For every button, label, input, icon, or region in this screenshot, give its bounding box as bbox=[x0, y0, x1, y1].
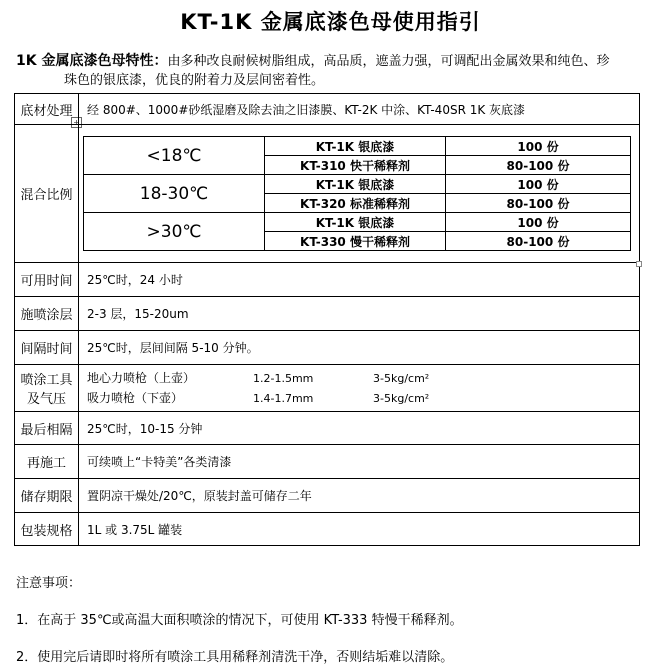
value-pot-life: 25℃时，24 小时 bbox=[79, 263, 640, 297]
mix-temp: 18-30℃ bbox=[84, 175, 265, 213]
value-final: 25℃时，10-15 分钟 bbox=[79, 412, 640, 445]
row-final bbox=[15, 412, 640, 445]
row-coats bbox=[15, 297, 640, 331]
mix-product: KT-1K 银底漆 bbox=[265, 175, 446, 194]
note-item: 1．在高于 35℃或高温大面积喷涂的情况下，可使用 KT-333 特慢干稀释剂。 bbox=[16, 613, 463, 628]
intro-paragraph bbox=[16, 52, 651, 90]
value-spray bbox=[79, 365, 640, 412]
notes-title: 注意事项： bbox=[16, 576, 82, 591]
label-coats: 施喷涂层 bbox=[15, 297, 79, 331]
spray-row bbox=[87, 368, 639, 388]
value-interval: 25℃时，层间间隔 5-10 分钟。 bbox=[79, 331, 640, 365]
spray-tool: 吸力喷枪（下壶） bbox=[87, 391, 184, 405]
mix-product: KT-1K 银底漆 bbox=[265, 213, 446, 232]
spec-table bbox=[14, 93, 640, 546]
mix-qty: 100 份 bbox=[446, 213, 631, 232]
label-storage: 储存期限 bbox=[15, 479, 79, 513]
row-interval bbox=[15, 331, 640, 365]
label-recoat: 再施工 bbox=[15, 445, 79, 479]
mix-row bbox=[84, 175, 631, 194]
spray-tool: 地心力喷枪（上壶） bbox=[87, 371, 196, 385]
label-spray bbox=[15, 365, 79, 412]
mix-temp: >30℃ bbox=[84, 213, 265, 251]
label-package: 包装规格 bbox=[15, 513, 79, 546]
mix-qty: 80-100 份 bbox=[446, 232, 631, 251]
label-mix: 混合比例 bbox=[15, 125, 79, 263]
row-spray bbox=[15, 365, 640, 412]
mix-cell bbox=[79, 125, 640, 263]
mix-qty: 100 份 bbox=[446, 175, 631, 194]
row-recoat bbox=[15, 445, 640, 479]
mix-product: KT-1K 银底漆 bbox=[265, 137, 446, 156]
table-move-handle-icon[interactable]: + bbox=[71, 117, 82, 128]
intro-line-2: 珠色的银底漆，优良的附着力及层间密着性。 bbox=[64, 73, 325, 88]
intro-label: 1K 金属底漆色母特性： bbox=[16, 53, 168, 69]
row-storage bbox=[15, 479, 640, 513]
value-coats: 2-3 层，15-20um bbox=[79, 297, 640, 331]
label-spray-line-1: 喷涂工具 bbox=[20, 373, 73, 388]
value-recoat: 可续喷上“卡特美”各类清漆 bbox=[79, 445, 640, 479]
label-pot-life: 可用时间 bbox=[15, 263, 79, 297]
mix-ratio-table bbox=[83, 136, 631, 251]
mix-thinner: KT-310 快干稀释剂 bbox=[265, 156, 446, 175]
mix-temp: <18℃ bbox=[84, 137, 265, 175]
label-final: 最后相隔 bbox=[15, 412, 79, 445]
mix-thinner: KT-320 标准稀释剂 bbox=[265, 194, 446, 213]
intro-line-1: 由多种改良耐候树脂组成，高品质，遮盖力强，可调配出金属效果和纯色、珍 bbox=[167, 54, 610, 69]
value-package: 1L 或 3.75L 罐装 bbox=[79, 513, 640, 546]
row-substrate bbox=[15, 94, 640, 125]
spray-row bbox=[87, 388, 639, 408]
label-interval: 间隔时间 bbox=[15, 331, 79, 365]
document-title: KT-1K 金属底漆色母使用指引 bbox=[180, 10, 481, 34]
note-item: 2．使用完后请即时将所有喷涂工具用稀释剂清洗干净，否则结垢难以清除。 bbox=[16, 650, 454, 665]
mix-row bbox=[84, 137, 631, 156]
label-substrate: 底材处理 bbox=[15, 94, 79, 125]
table-resize-handle[interactable] bbox=[636, 261, 642, 267]
label-spray-line-2: 及气压 bbox=[26, 392, 66, 407]
mix-qty: 80-100 份 bbox=[446, 156, 631, 175]
row-pot-life bbox=[15, 263, 640, 297]
spray-nozzle: 1.4-1.7mm bbox=[253, 392, 314, 405]
row-mix bbox=[15, 125, 640, 263]
mix-thinner: KT-330 慢干稀释剂 bbox=[265, 232, 446, 251]
mix-row bbox=[84, 213, 631, 232]
mix-qty: 100 份 bbox=[446, 137, 631, 156]
value-storage: 置阴凉干燥处/20℃，原装封盖可储存二年 bbox=[79, 479, 640, 513]
spray-pressure: 3-5kg/cm² bbox=[373, 392, 430, 405]
mix-qty: 80-100 份 bbox=[446, 194, 631, 213]
row-package bbox=[15, 513, 640, 546]
spray-pressure: 3-5kg/cm² bbox=[373, 372, 430, 385]
value-substrate: 经 800#、1000#砂纸湿磨及除去油之旧漆膜、KT-2K 中涂、KT-40SR 1K 灰底漆 bbox=[79, 94, 640, 125]
spray-nozzle: 1.2-1.5mm bbox=[253, 372, 314, 385]
